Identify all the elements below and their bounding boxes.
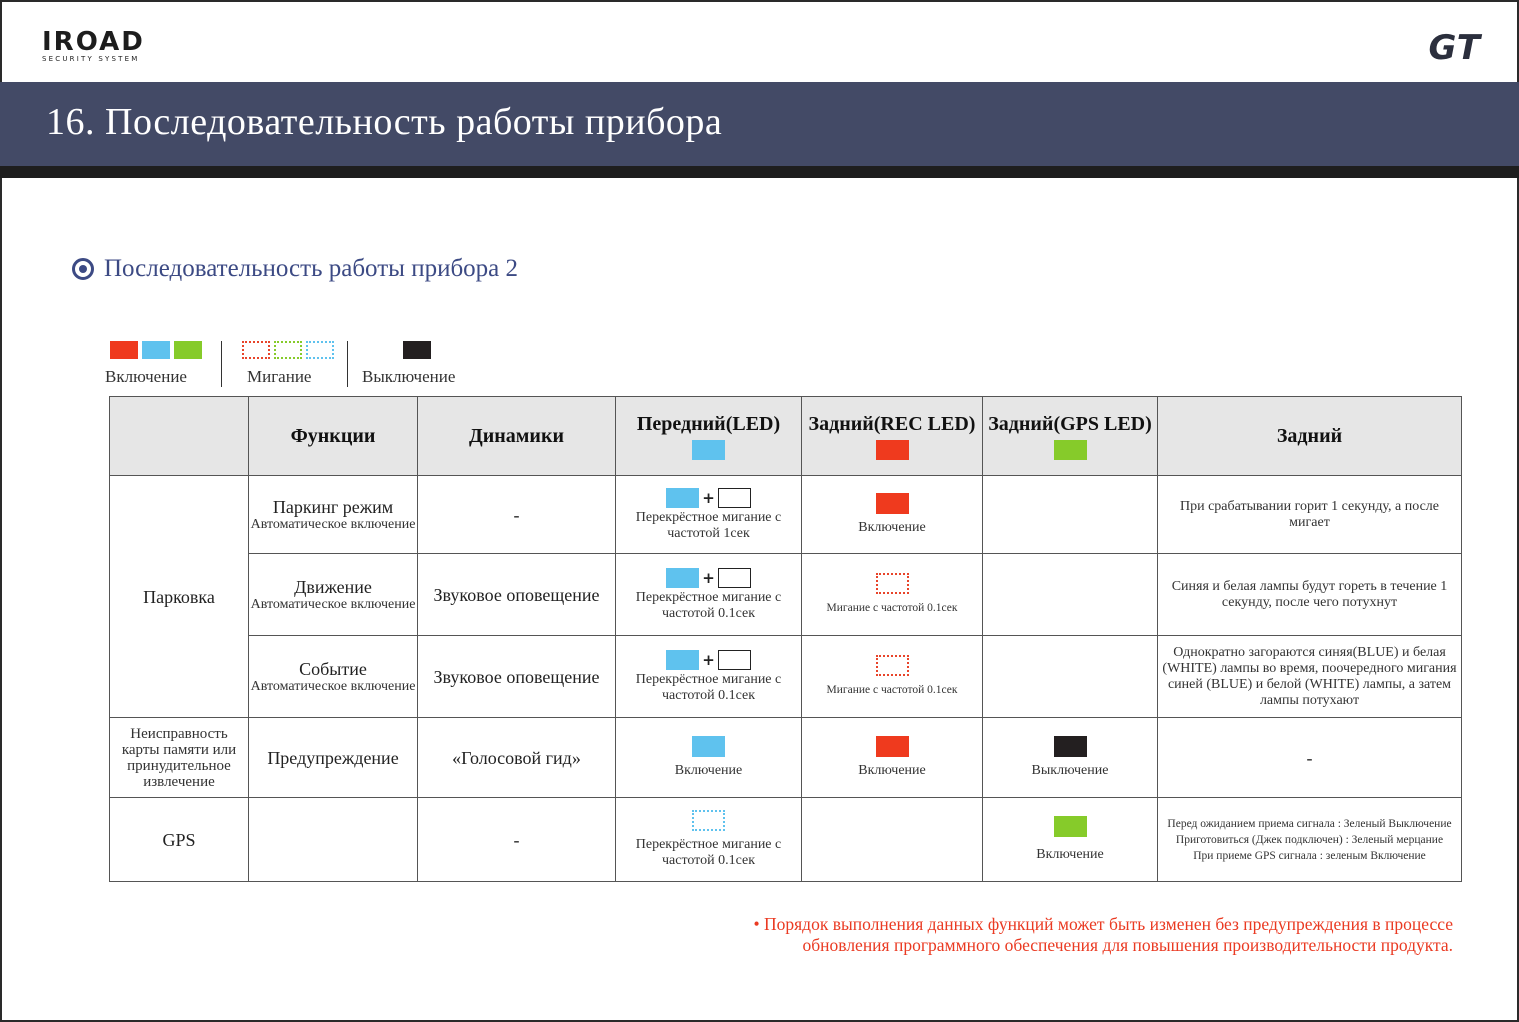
function-title: Движение	[294, 576, 372, 597]
gps-led-cell	[983, 554, 1158, 636]
title-bar-underline	[0, 166, 1519, 178]
header-blue-swatch	[692, 440, 725, 460]
plus-icon: +	[702, 568, 715, 587]
rear-note-line: При приеме GPS сигнала : зеленым Включение	[1193, 849, 1426, 862]
gps-led-cell	[983, 718, 1158, 798]
footnote-line: • Порядок выполнения данных функций может быть изменен без предупреждения в процессе	[753, 914, 1453, 934]
red-dotted-led-swatch	[876, 655, 909, 676]
header-speakers: Динамики	[418, 397, 616, 476]
rec-led-note: Включение	[858, 520, 926, 535]
rec-led-cell	[802, 554, 983, 636]
table-row	[110, 476, 1462, 554]
table-row	[110, 636, 1462, 718]
white-led-swatch	[718, 650, 751, 670]
gps-led-note: Выключение	[1031, 763, 1109, 778]
front-led-note: Перекрёстное мигание с частотой 0.1сек	[635, 589, 782, 621]
red-dotted-led-swatch	[876, 573, 909, 594]
legend-on-label: Включение	[105, 367, 187, 386]
legend-green-swatch	[174, 341, 202, 359]
title-bar	[0, 82, 1519, 166]
blue-led-swatch	[666, 650, 699, 670]
white-led-swatch	[718, 488, 751, 508]
blue-dotted-led-swatch	[692, 810, 725, 831]
header-front-led	[616, 397, 802, 476]
table-row	[110, 554, 1462, 636]
legend-divider	[347, 341, 348, 387]
group-gps: GPS	[110, 798, 249, 882]
speaker-cell: Звуковое оповещение	[418, 636, 616, 718]
front-led-cell	[616, 554, 802, 636]
led-sequence-table	[109, 396, 1462, 882]
legend-green-dotted-swatch	[274, 341, 302, 359]
legend-black-swatch	[403, 341, 431, 359]
function-cell	[249, 636, 418, 718]
header-rear-gps	[983, 397, 1158, 476]
legend-on	[105, 341, 202, 387]
rear-cell	[1158, 798, 1462, 882]
table-row	[110, 798, 1462, 882]
legend-blue-swatch	[142, 341, 170, 359]
function-cell	[249, 476, 418, 554]
header-functions: Функции	[249, 397, 418, 476]
legend-divider	[221, 341, 222, 387]
rec-led-cell	[802, 718, 983, 798]
rear-cell: Однократно загораются синяя(BLUE) и белая (WHITE) лампы во время, поочередного мигания синей (BLUE) и белой (WHITE) лампы, а затем лампы потухают	[1158, 636, 1462, 718]
target-bullet-icon	[72, 258, 94, 280]
front-led-cell	[616, 476, 802, 554]
legend-off-label: Выключение	[362, 367, 456, 386]
front-led-cell	[616, 798, 802, 882]
blue-led-swatch	[692, 736, 725, 757]
gps-led-cell	[983, 476, 1158, 554]
legend-red-dotted-swatch	[242, 341, 270, 359]
section-heading	[72, 255, 518, 283]
function-cell	[249, 798, 418, 882]
speaker-cell: -	[418, 476, 616, 554]
speaker-cell: «Голосовой гид»	[418, 718, 616, 798]
legend-off	[362, 341, 455, 387]
gt-logo: GT	[1428, 28, 1481, 68]
page-title: 16. Последовательность работы прибора	[46, 101, 723, 143]
speaker-cell: Звуковое оповещение	[418, 554, 616, 636]
red-led-swatch	[876, 736, 909, 757]
rec-led-cell	[802, 476, 983, 554]
rear-cell: При срабатывании горит 1 секунду, а после мигает	[1158, 476, 1462, 554]
front-led-note: Перекрёстное мигание с частотой 0.1сек	[635, 837, 782, 868]
function-title: Событие	[299, 658, 367, 679]
footnote	[753, 914, 1453, 956]
function-subtitle: Автоматическое включение	[250, 596, 416, 612]
table-header-row	[110, 397, 1462, 476]
blue-led-swatch	[666, 568, 699, 588]
group-card-error: Неисправность карты памяти или принудительное извлечение	[110, 718, 249, 798]
green-led-swatch	[1054, 816, 1087, 837]
rear-cell: Синяя и белая лампы будут гореть в течение 1 секунду, после чего потухнут	[1158, 554, 1462, 636]
function-cell	[249, 554, 418, 636]
header-rear: Задний	[1158, 397, 1462, 476]
function-title: Предупреждение	[249, 718, 418, 798]
rear-cell: -	[1158, 718, 1462, 798]
front-led-note: Перекрёстное мигание с частотой 0.1сек	[635, 671, 782, 703]
header-green-swatch	[1054, 440, 1087, 460]
legend-blink	[242, 341, 334, 387]
black-led-swatch	[1054, 736, 1087, 757]
header-rear-rec-label: Задний(REC LED)	[808, 412, 976, 435]
gps-led-note: Включение	[1036, 847, 1104, 862]
rec-led-cell	[802, 636, 983, 718]
header-empty-cell	[110, 397, 249, 476]
red-led-swatch	[876, 493, 909, 514]
header-red-swatch	[876, 440, 909, 460]
section-title: Последовательность работы прибора 2	[104, 255, 519, 282]
rec-led-cell	[802, 798, 983, 882]
function-subtitle: Автоматическое включение	[250, 678, 416, 694]
legend-blue-dotted-swatch	[306, 341, 334, 359]
rec-led-note: Включение	[858, 763, 926, 778]
table-row	[110, 718, 1462, 798]
brand-tagline: SECURITY SYSTEM	[42, 55, 140, 63]
rear-note-line: Перед ожиданием приема сигнала : Зеленый Выключение	[1167, 817, 1452, 830]
gps-led-cell	[983, 636, 1158, 718]
rec-led-note: Мигание с частотой 0.1сек	[826, 684, 958, 696]
header-front-led-label: Передний(LED)	[636, 412, 781, 435]
header-rear-gps-label: Задний(GPS LED)	[988, 412, 1152, 435]
legend-blink-label: Мигание	[247, 367, 312, 386]
front-led-note: Перекрёстное мигание с частотой 1сек	[635, 509, 782, 541]
brand-name: IROAD	[42, 27, 145, 57]
plus-icon: +	[702, 488, 715, 507]
white-led-swatch	[718, 568, 751, 588]
iroad-logo	[42, 27, 145, 63]
front-led-note: Включение	[674, 763, 743, 778]
footnote-line: обновления программного обеспечения для повышения производительности продукта.	[802, 935, 1453, 955]
plus-icon: +	[702, 650, 715, 669]
function-subtitle: Автоматическое включение	[250, 516, 416, 532]
header-rear-rec	[802, 397, 983, 476]
legend-red-swatch	[110, 341, 138, 359]
front-led-cell	[616, 636, 802, 718]
speaker-cell: -	[418, 798, 616, 882]
front-led-cell	[616, 718, 802, 798]
gps-led-cell	[983, 798, 1158, 882]
rear-note-line: Приготовиться (Джек подключен) : Зеленый мерцание	[1175, 833, 1444, 846]
group-parking: Парковка	[110, 476, 249, 718]
blue-led-swatch	[666, 488, 699, 508]
rec-led-note: Мигание с частотой 0.1сек	[826, 602, 958, 614]
function-title: Паркинг режим	[272, 496, 394, 517]
